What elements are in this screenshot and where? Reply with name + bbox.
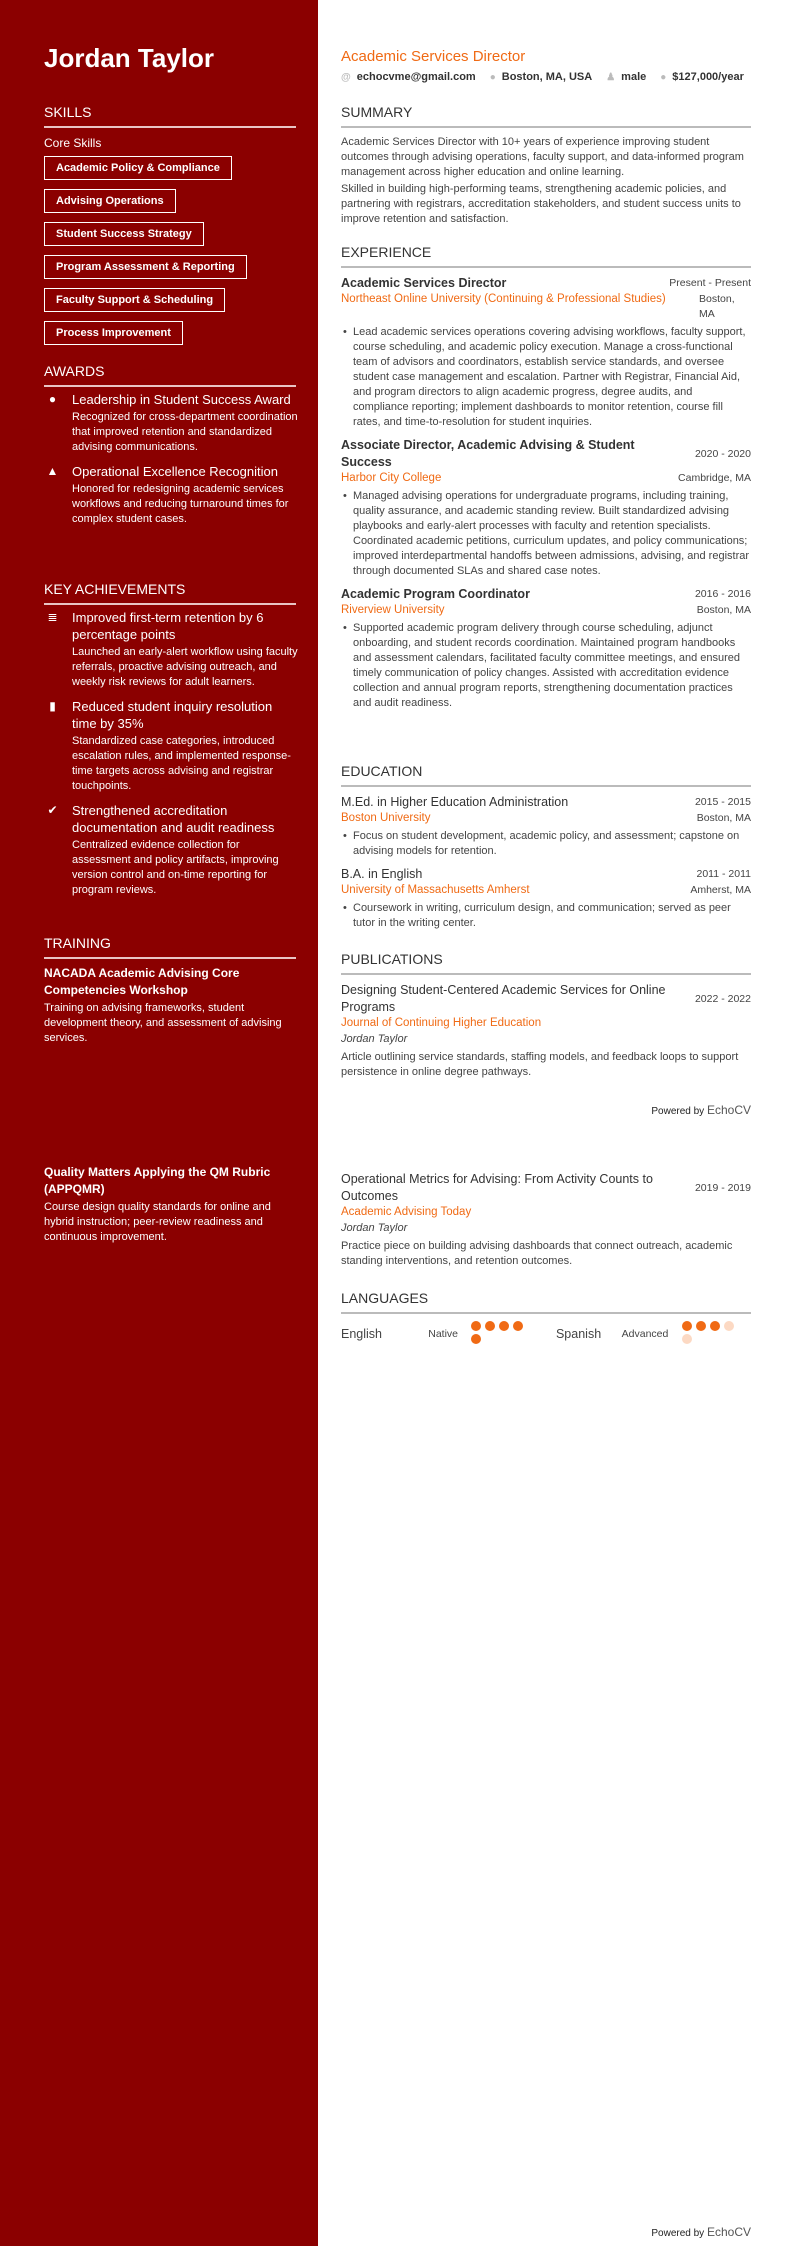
date-range: 2022 - 2022	[694, 992, 751, 1005]
award-desc: Recognized for cross-department coordination that improved retention and standardized advising communications.	[72, 411, 298, 453]
achievement-title: Reduced student inquiry resolution time by 35%	[72, 699, 273, 731]
powered-by-label: Powered by	[651, 2228, 705, 2239]
publication-author: Jordan Taylor	[341, 1222, 408, 1234]
rating-dot-filled	[513, 1321, 523, 1331]
achievement-title: Improved first-term retention by 6 percentage points	[72, 610, 264, 642]
skill-tag: Student Success Strategy	[44, 222, 204, 246]
divider	[44, 126, 296, 128]
job-location: Boston, MA	[699, 293, 735, 320]
skill-tag: Faculty Support & Scheduling	[44, 288, 225, 312]
medal-icon: ●	[48, 392, 57, 406]
skills-section	[44, 104, 300, 354]
degree: B.A. in English	[341, 867, 423, 881]
date-range: 2015 - 2015	[694, 796, 751, 808]
experience-section	[341, 244, 751, 718]
powered-by-label: Powered by	[651, 1106, 705, 1117]
job-bullet: • Managed advising operations for undergraduate programs, including training, quality assurance, and academic standing review. Built standardized advising playbooks and early-alert processes with faculty and retention specialists. Coordinated academic petitions, curriculum updates, and policy communications; improved interdepartmental handoffs between admissions, advising, and registrar through documented SLAs and shared case notes.	[341, 489, 751, 579]
languages-row	[341, 1321, 751, 1347]
summary-heading: SUMMARY	[341, 104, 413, 120]
job-bullet: • Lead academic services operations covering advising workflows, faculty support, course scheduling, and academic policy execution. Manage a cross-functional team of advisors and coordinators, establish service standards, and oversee student case management and escalation. Partner with Registrar, Financial Aid, and program directors to align academic progress, degree audits, and compliance reporting; implement dashboards to monitor retention, course fill rates, and time-to-resolution for student inquiries.	[341, 325, 751, 430]
achievement-item	[44, 609, 300, 690]
database-icon: ≣	[47, 610, 58, 624]
degree: M.Ed. in Higher Education Administration	[341, 795, 569, 809]
skill-tag: Advising Operations	[44, 189, 176, 213]
job-bullet: • Supported academic program delivery through course scheduling, adjunct onboarding, and student records coordination. Maintained program handbooks and assessment calendars, facilitated faculty committee meetings, and ensured timely communication of policy changes. Assisted with accreditation evidence collection and annual program reports, strengthening documentation practices and audit readiness.	[341, 621, 751, 711]
training-desc: Training on advising frameworks, student development theory, and assessment of advising services.	[44, 1002, 282, 1044]
school-location: Boston, MA	[696, 812, 751, 824]
check-circle-icon: ✔	[47, 803, 58, 817]
rating-dot-filled	[471, 1334, 481, 1344]
position-title: Academic Program Coordinator	[341, 587, 530, 601]
awards-heading: AWARDS	[44, 363, 105, 379]
award-title: Operational Excellence Recognition	[72, 464, 278, 479]
language-rating	[682, 1321, 751, 1347]
language-name: English	[341, 1327, 382, 1341]
skill-tag: Process Improvement	[44, 321, 183, 345]
date-range: 2011 - 2011	[696, 868, 751, 880]
divider	[44, 385, 296, 387]
education-bullet: • Focus on student development, academic policy, and assessment; capstone on advising models for retention.	[341, 829, 751, 859]
employer: Harbor City College	[341, 472, 442, 484]
rating-dot-filled	[485, 1321, 495, 1331]
publication-entry	[341, 1171, 751, 1269]
divider	[341, 126, 751, 128]
training-heading: TRAINING	[44, 935, 111, 951]
publications-section	[341, 951, 751, 1080]
school: University of Massachusetts Amherst	[341, 884, 530, 896]
achievement-desc: Centralized evidence collection for assessment and policy artifacts, improving version control and on-time reporting for program reviews.	[72, 839, 279, 896]
person-icon: ♟	[606, 71, 616, 83]
publication-title: Designing Student-Centered Academic Services for Online Programs	[341, 983, 666, 1014]
education-heading: EDUCATION	[341, 763, 423, 779]
powered-by-footer	[341, 1103, 751, 1117]
skills-heading: SKILLS	[44, 104, 92, 120]
date-range: 2016 - 2016	[694, 588, 751, 600]
gender: male	[621, 71, 647, 83]
rating-dot-filled	[499, 1321, 509, 1331]
skill-tag: Academic Policy & Compliance	[44, 156, 232, 180]
date-range: Present - Present	[669, 277, 751, 289]
rating-dot-filled	[471, 1321, 481, 1331]
at-icon: @	[341, 71, 351, 83]
achievements-heading: KEY ACHIEVEMENTS	[44, 581, 186, 597]
awards-section	[44, 363, 300, 535]
education-bullet: • Coursework in writing, curriculum design, and communication; served as peer tutor in the writing center.	[341, 901, 751, 931]
powered-by-footer	[341, 2225, 751, 2239]
core-skills-label: Core Skills	[44, 136, 102, 150]
training-desc: Course design quality standards for online and hybrid instruction; peer-review readiness and continuous improvement.	[44, 1201, 271, 1243]
position-title: Associate Director, Academic Advising & Student Success	[341, 438, 635, 469]
publication-venue: Journal of Continuing Higher Education	[341, 1017, 542, 1029]
award-item	[44, 391, 300, 455]
training-title: Quality Matters Applying the QM Rubric (APPQMR)	[44, 1165, 271, 1196]
publication-desc: Practice piece on building advising dashboards that connect outreach, academic standing interventions, and retention outcomes.	[341, 1240, 733, 1267]
rating-dot-filled	[682, 1321, 692, 1331]
publication-desc: Article outlining service standards, staffing models, and feedback loops to support persistence in online degree pathways.	[341, 1051, 739, 1078]
school-location: Amherst, MA	[690, 884, 751, 896]
job-location: Boston, MA	[696, 604, 751, 616]
date-range: 2019 - 2019	[694, 1181, 751, 1194]
divider	[341, 973, 751, 975]
job-entry	[341, 437, 751, 579]
rating-dot-filled	[696, 1321, 706, 1331]
school: Boston University	[341, 812, 431, 824]
divider	[341, 1312, 751, 1314]
date-range: 2020 - 2020	[694, 447, 751, 460]
summary-section	[341, 104, 751, 227]
publications-heading: PUBLICATIONS	[341, 951, 443, 967]
publication-venue: Academic Advising Today	[341, 1206, 472, 1218]
training-title: NACADA Academic Advising Core Competencies Workshop	[44, 966, 240, 997]
coin-icon: ●	[660, 71, 667, 83]
divider	[341, 785, 751, 787]
divider	[44, 957, 296, 959]
salary: $127,000/year	[672, 71, 744, 83]
employer: Riverview University	[341, 604, 445, 616]
training-item	[44, 1164, 300, 1245]
location: Boston, MA, USA	[501, 71, 593, 83]
award-desc: Honored for redesigning academic services workflows and reducing turnaround times for complex student cases.	[72, 483, 289, 525]
skill-tag: Program Assessment & Reporting	[44, 255, 247, 279]
achievement-item	[44, 802, 300, 898]
education-entry	[341, 794, 751, 859]
email[interactable]: echocvme@gmail.com	[356, 71, 476, 83]
file-icon: ▮	[49, 699, 56, 713]
divider	[44, 603, 296, 605]
job-location: Cambridge, MA	[678, 472, 751, 484]
contact-row	[341, 71, 751, 83]
summary-paragraph: Academic Services Director with 10+ years of experience improving student outcomes through advising operations, faculty support, and data-informed program management across higher education and online learning.	[341, 136, 744, 178]
rating-dot-filled	[710, 1321, 720, 1331]
rating-dot-empty	[682, 1334, 692, 1344]
education-entry	[341, 866, 751, 931]
divider	[341, 266, 751, 268]
job-title: Academic Services Director	[341, 48, 526, 65]
brand-logo[interactable]: EchoCV	[706, 1103, 751, 1117]
publication-author: Jordan Taylor	[341, 1033, 408, 1045]
summary-paragraph: Skilled in building high-performing teams, strengthening academic policies, and partnering with registrars, accreditation stakeholders, and student success units to improve retention and satisfaction.	[341, 183, 741, 225]
language-name: Spanish	[555, 1327, 602, 1341]
languages-heading: LANGUAGES	[341, 1290, 429, 1306]
rating-dot-empty	[724, 1321, 734, 1331]
achievement-item	[44, 698, 300, 794]
language-rating	[471, 1321, 540, 1347]
brand-logo[interactable]: EchoCV	[706, 2225, 751, 2239]
language-level: Advanced	[621, 1328, 669, 1340]
languages-section	[341, 1290, 751, 1347]
experience-heading: EXPERIENCE	[341, 244, 432, 260]
location-pin-icon: ●	[489, 71, 496, 83]
publication-title: Operational Metrics for Advising: From Activity Counts to Outcomes	[341, 1172, 653, 1203]
achievement-title: Strengthened accreditation documentation and audit readiness	[72, 803, 275, 835]
position-title: Academic Services Director	[341, 276, 507, 290]
achievement-desc: Standardized case categories, introduced escalation rules, and implemented response-time targets across advising and registrar touchpoints.	[72, 735, 291, 792]
candidate-name: Jordan Taylor	[44, 43, 215, 73]
training-section	[44, 935, 300, 1046]
achievement-desc: Launched an early-alert workflow using faculty referrals, proactive advising outreach, and weekly risk reviews for adult learners.	[72, 646, 298, 688]
language-level: Native	[428, 1328, 458, 1340]
achievements-section	[44, 581, 300, 906]
education-section	[341, 763, 751, 938]
job-entry	[341, 586, 751, 711]
award-item	[44, 463, 300, 527]
job-entry	[341, 275, 751, 430]
employer: Northeast Online University (Continuing & Professional Studies)	[341, 293, 666, 305]
graduation-cap-icon: ▲	[46, 464, 59, 478]
award-title: Leadership in Student Success Award	[72, 392, 291, 407]
